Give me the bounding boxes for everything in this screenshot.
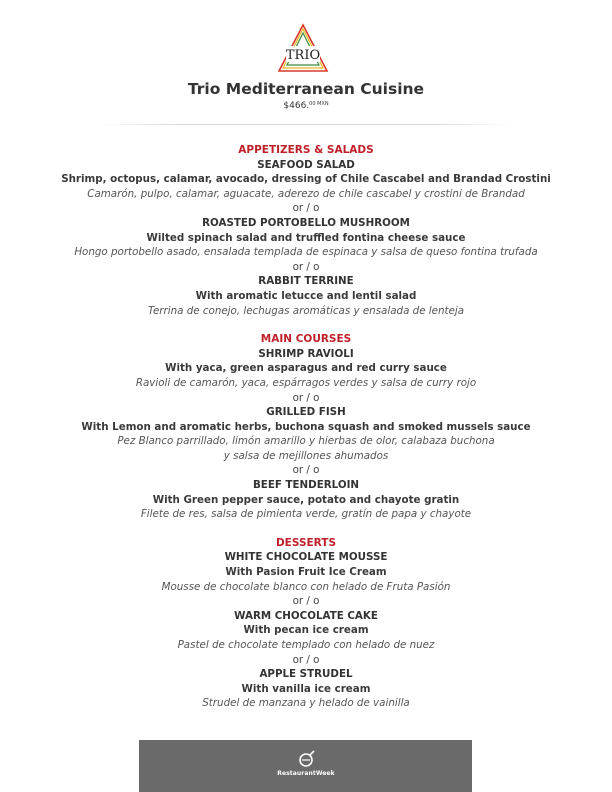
- restaurant-title: Trio Mediterranean Cuisine: [187, 80, 425, 98]
- dish-description-spanish: Camarón, pulpo, calamar, aguacate, aderezo de chile cascabel y crostini de Brandad: [87, 187, 525, 200]
- section-gap: [0, 522, 612, 536]
- price-amount: $466.: [283, 101, 310, 111]
- dish-description: With Green pepper sauce, potato and chayote gratin: [152, 493, 460, 506]
- dish-description: With yaca, green asparagus and red curry sauce: [165, 362, 447, 375]
- dish-description-spanish: Strudel de manzana y helado de vainilla: [202, 697, 410, 710]
- dish-description-spanish: Pez Blanco parrillado, limón amarillo y hierbas de olor, calabaza buchona: [117, 435, 495, 448]
- section-title: MAIN COURSES: [260, 333, 352, 346]
- menu-body: [0, 143, 612, 711]
- trio-logo: [276, 22, 330, 76]
- menu-price: [0, 101, 612, 111]
- dish-name: ROASTED PORTOBELLO MUSHROOM: [202, 216, 410, 229]
- dish-description: Wilted spinach salad and truffled fontina cheese sauce: [146, 231, 466, 244]
- dish-name: SHRIMP RAVIOLI: [258, 347, 354, 360]
- or-separator: or / o: [292, 595, 320, 608]
- dish-name: WARM CHOCOLATE CAKE: [234, 609, 378, 622]
- dish-name: APPLE STRUDEL: [259, 668, 353, 681]
- or-separator: or / o: [292, 202, 320, 215]
- price-cents: 00 MXN: [309, 101, 329, 107]
- dish-description: With Lemon and aromatic herbs, buchona squash and smoked mussels sauce: [81, 420, 531, 433]
- or-separator: or / o: [292, 391, 320, 404]
- restaurant-week-icon: [296, 750, 316, 768]
- or-separator: or / o: [292, 653, 320, 666]
- section-title: DESSERTS: [275, 536, 337, 549]
- section-gap: [0, 318, 612, 332]
- or-separator: or / o: [292, 464, 320, 477]
- restaurant-week-logo: [273, 750, 339, 784]
- dish-description-spanish: Ravioli de camarón, yaca, espárragos verdes y salsa de curry rojo: [135, 376, 477, 389]
- dish-name: GRILLED FISH: [266, 406, 346, 419]
- dish-description: With pecan ice cream: [243, 624, 369, 637]
- restaurant-week-text: RestaurantWeek: [277, 770, 335, 777]
- header-divider: [96, 124, 516, 125]
- dish-description: With aromatic letucce and lentil salad: [195, 289, 417, 302]
- section-title: APPETIZERS & SALADS: [238, 144, 374, 156]
- dish-name: WHITE CHOCOLATE MOUSSE: [224, 551, 388, 564]
- dish-name: BEEF TENDERLOIN: [252, 479, 360, 492]
- footer-bar: [139, 740, 472, 792]
- dish-name: SEAFOOD SALAD: [257, 158, 355, 171]
- dish-description-spanish: Hongo portobello asado, ensalada templada de espinaca y salsa de queso fontina trufada: [74, 246, 538, 259]
- dish-description: With vanilla ice cream: [241, 682, 371, 695]
- dish-name: RABBIT TERRINE: [258, 275, 354, 288]
- logo-text: TRIO: [285, 48, 321, 63]
- dish-description-spanish: y salsa de mejillones ahumados: [223, 449, 389, 462]
- dish-description: With Pasion Fruit Ice Cream: [225, 566, 387, 579]
- dish-description-spanish: Mousse de chocolate blanco con helado de Fruta Pasión: [161, 580, 451, 593]
- or-separator: or / o: [292, 260, 320, 273]
- dish-description-spanish: Terrina de conejo, lechugas aromáticas y ensalada de lenteja: [147, 304, 465, 317]
- trio-logo-icon: [276, 22, 330, 76]
- dish-description: Shrimp, octopus, calamar, avocado, dressing of Chile Cascabel and Brandad Crostini: [61, 173, 551, 186]
- dish-description-spanish: Filete de res, salsa de pimienta verde, gratín de papa y chayote: [140, 508, 472, 521]
- dish-description-spanish: Pastel de chocolate templado con helado de nuez: [177, 639, 435, 651]
